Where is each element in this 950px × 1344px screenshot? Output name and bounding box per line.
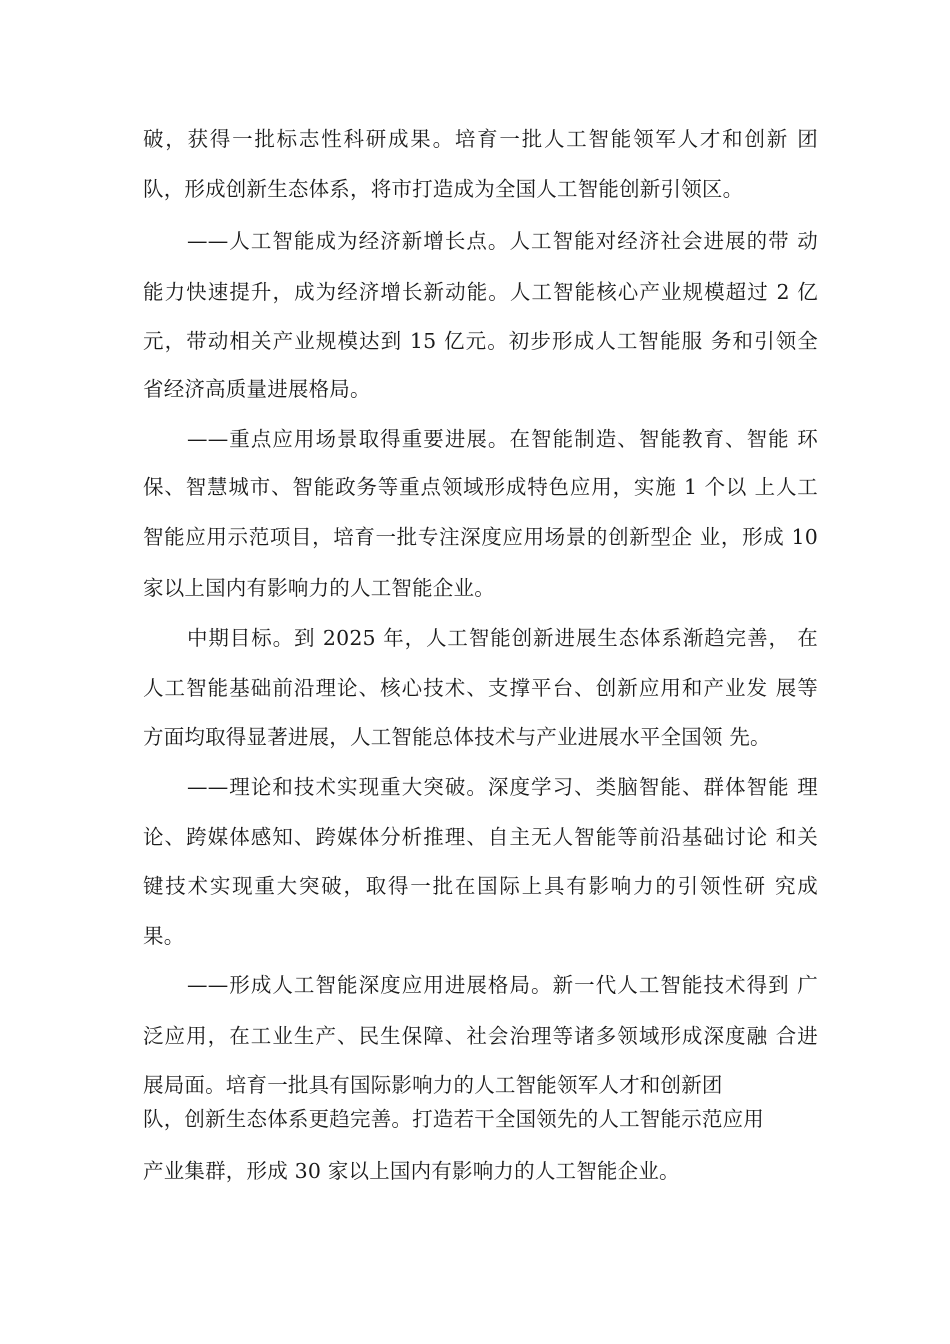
text-line-15: 论、跨媒体感知、跨媒体分析推理、自主无人智能等前沿基础讨论 和关 <box>143 825 818 849</box>
text-line-21: 队，创新生态体系更趋完善。打造若干全国领先的人工智能示范应用 <box>143 1107 764 1131</box>
text-line-2: 队，形成创新生态体系，将市打造成为全国人工智能创新引领区。 <box>143 177 744 201</box>
text-line-14: ——理论和技术实现重大突破。深度学习、类脑智能、群体智能 理 <box>187 775 818 799</box>
text-line-10: 家以上国内有影响力的人工智能企业。 <box>143 576 495 600</box>
text-line-19: 泛应用，在工业生产、民生保障、社会治理等诸多领域形成深度融 合进 <box>143 1024 818 1048</box>
text-line-5: 元，带动相关产业规模达到 15 亿元。初步形成人工智能服 务和引领全 <box>143 329 818 353</box>
text-line-12: 人工智能基础前沿理论、核心技术、支撑平台、创新应用和产业发 展等 <box>143 676 818 700</box>
text-line-9: 智能应用示范项目，培育一批专注深度应用场景的创新型企 业，形成 10 <box>143 525 818 549</box>
text-line-22: 产业集群，形成 30 家以上国内有影响力的人工智能企业。 <box>143 1159 680 1183</box>
text-line-11: 中期目标。到 2025 年，人工智能创新进展生态体系渐趋完善， 在 <box>187 626 818 650</box>
text-line-8: 保、智慧城市、智能政务等重点领域形成特色应用，实施 1 个以 上人工 <box>143 475 818 499</box>
text-line-4: 能力快速提升，成为经济增长新动能。人工智能核心产业规模超过 2 亿 <box>143 280 818 304</box>
text-line-18: ——形成人工智能深度应用进展格局。新一代人工智能技术得到 广 <box>187 973 818 997</box>
text-line-17: 果。 <box>143 924 185 948</box>
text-line-7: ——重点应用场景取得重要进展。在智能制造、智能教育、智能 环 <box>187 427 818 451</box>
text-line-13: 方面均取得显著进展，人工智能总体技术与产业进展水平全国领 先。 <box>143 725 771 749</box>
text-line-1: 破，获得一批标志性科研成果。培育一批人工智能领军人才和创新 团 <box>143 127 818 151</box>
text-line-6: 省经济高质量进展格局。 <box>143 377 371 401</box>
text-line-16: 键技术实现重大突破，取得一批在国际上具有影响力的引领性研 究成 <box>143 874 818 898</box>
text-line-3: ——人工智能成为经济新增长点。人工智能对经济社会进展的带 动 <box>187 229 818 253</box>
text-line-20: 展局面。培育一批具有国际影响力的人工智能领军人才和创新团 <box>143 1073 723 1097</box>
